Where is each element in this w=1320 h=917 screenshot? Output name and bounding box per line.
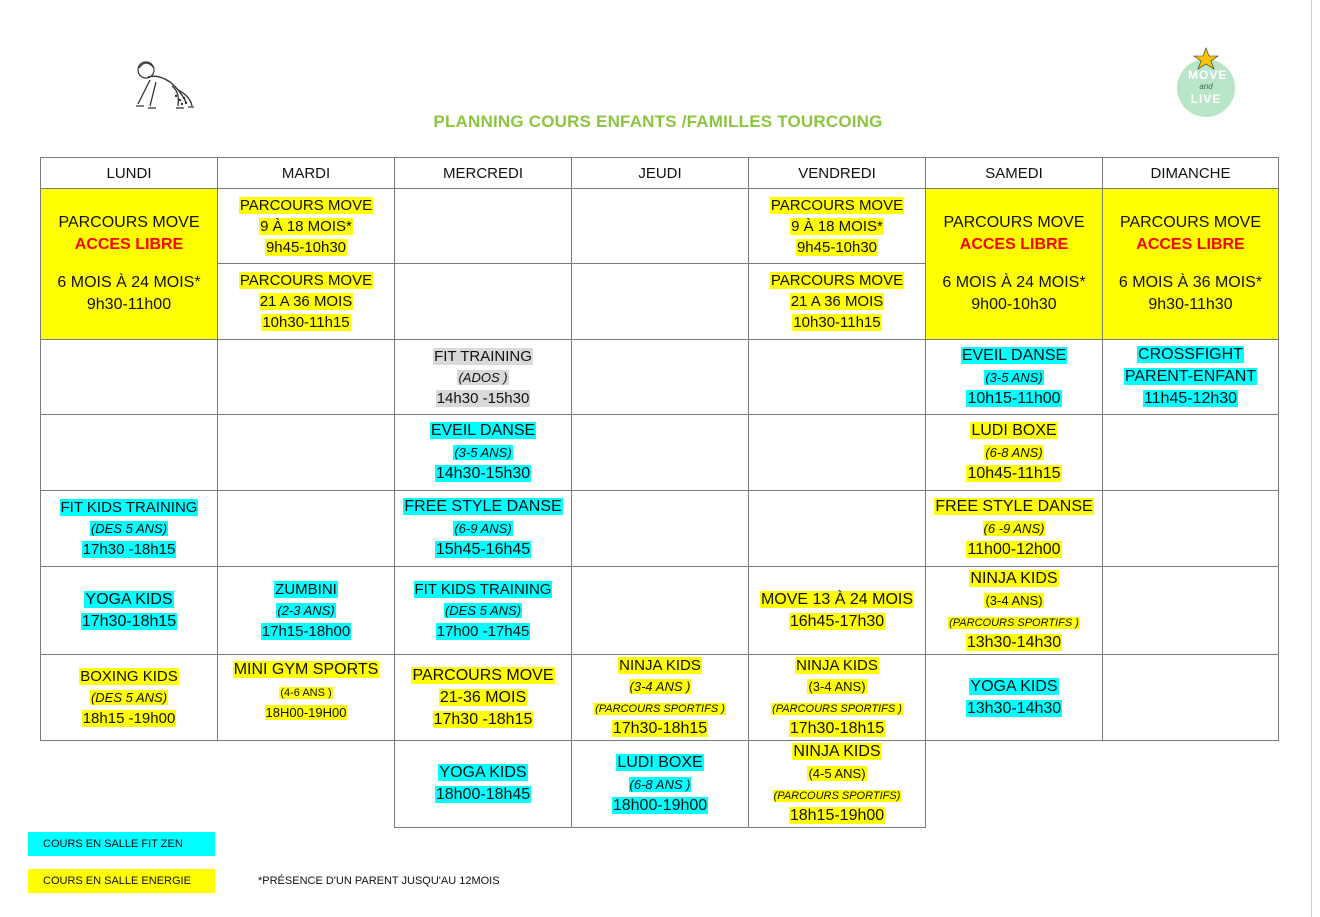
class-cell-mercredi-free-style-danse — [395, 491, 572, 567]
class-title: YOGA KIDS — [85, 590, 173, 608]
class-time: 14h30 -15h30 — [436, 389, 530, 407]
class-time: 17h00 -17h45 — [436, 623, 530, 640]
page-title: PLANNING COURS ENFANTS /FAMILLES TOURCOING — [433, 112, 883, 131]
schedule-row — [41, 189, 1279, 264]
class-time: 11h45-12h30 — [1143, 390, 1238, 407]
empty-cell — [1103, 567, 1279, 655]
class-cell-mercredi-parcours-move — [395, 655, 572, 741]
class-age: (3-5 ANS) — [985, 369, 1043, 385]
class-cell-lundi-fit-kids-training — [41, 491, 218, 567]
class-time: 9h30-11h30 — [1148, 296, 1233, 313]
empty-cell — [395, 189, 572, 264]
access-badge: ACCES LIBRE — [74, 236, 184, 253]
empty-cell — [749, 340, 926, 415]
class-cell-samedi-ninja-kids — [926, 567, 1103, 655]
class-age: (6-8 ANS) — [985, 445, 1043, 460]
class-time: 9h00-10h30 — [971, 296, 1057, 313]
class-time: 15h45-16h45 — [435, 541, 531, 558]
class-time: 10h30-11h15 — [262, 314, 350, 331]
day-header-mardi: MARDI — [218, 158, 395, 189]
class-age: (4-6 ANS ) — [280, 687, 332, 699]
class-title: MINI GYM SPORTS — [233, 661, 379, 678]
class-cell-lundi-yoga-kids — [41, 567, 218, 655]
class-age: (4-5 ANS) — [808, 766, 866, 781]
class-title: ZUMBINI — [275, 581, 337, 598]
class-time: 11h00-12h00 — [967, 541, 1061, 558]
class-note: (PARCOURS SPORTIFS) — [773, 790, 901, 802]
schedule-row — [41, 415, 1279, 491]
class-time: 17h30-18h15 — [789, 720, 885, 737]
blank-area — [218, 741, 395, 828]
class-title: PARCOURS MOVE — [943, 214, 1085, 231]
class-age: 21 A 36 MOIS — [790, 293, 884, 310]
class-time: 18h15 -19h00 — [82, 710, 176, 727]
blank-area — [1103, 741, 1279, 828]
empty-cell — [1103, 491, 1279, 567]
class-title: PARCOURS MOVE — [770, 272, 904, 289]
class-cell-jeudi-ninja-kids — [572, 655, 749, 741]
class-age: 21 A 36 MOIS — [259, 293, 353, 310]
class-time: 18h00-19h00 — [612, 796, 708, 814]
empty-cell — [749, 491, 926, 567]
class-cell-mardi-parcours-move-21-36 — [218, 264, 395, 340]
class-age: (ADOS ) — [458, 369, 508, 385]
class-cell-mercredi-fit-kids-training — [395, 567, 572, 655]
class-age: (DES 5 ANS) — [90, 690, 168, 705]
class-age: 21-36 MOIS — [439, 688, 527, 706]
class-cell-samedi-yoga-kids — [926, 655, 1103, 741]
class-title: NINJA KIDS — [619, 657, 701, 674]
class-title: PARCOURS MOVE — [770, 196, 904, 214]
class-time: 10h45-11h15 — [967, 465, 1061, 482]
class-cell-mardi-zumbini — [218, 567, 395, 655]
class-note: (PARCOURS SPORTIFS ) — [595, 703, 725, 715]
class-title: NINJA KIDS — [793, 743, 881, 760]
class-time: 14h30-15h30 — [435, 465, 531, 482]
class-time: 17h15-18h00 — [261, 623, 351, 640]
class-age: (3-4 ANS) — [808, 679, 866, 694]
footnote: *PRÉSENCE D'UN PARENT JUSQU'AU 12MOIS — [258, 875, 500, 887]
class-title: EVEIL DANSE — [961, 346, 1067, 364]
class-time: 18h15-19h00 — [789, 807, 885, 824]
day-header-row — [41, 158, 1279, 189]
empty-cell — [41, 415, 218, 491]
class-title: LUDI BOXE — [617, 753, 703, 771]
class-title: BOXING KIDS — [80, 668, 178, 685]
child-crawling-illustration — [128, 56, 196, 114]
class-time: 17h30 -18h15 — [433, 710, 533, 728]
schedule-table — [40, 157, 1279, 828]
class-cell-mercredi-fit-training — [395, 340, 572, 415]
class-time: 9h45-10h30 — [796, 238, 878, 256]
class-title: CROSSFIGHT — [1138, 346, 1243, 363]
class-title: NINJA KIDS — [796, 657, 878, 674]
class-title: LUDI BOXE — [971, 422, 1057, 439]
schedule-row — [41, 340, 1279, 415]
schedule-row — [41, 655, 1279, 741]
class-title: NINJA KIDS — [970, 569, 1058, 587]
class-cell-lundi-parcours-move — [41, 189, 218, 340]
class-age: (6 -9 ANS) — [983, 521, 1045, 536]
blank-area — [926, 741, 1103, 828]
class-cell-vendredi-move-13-24 — [749, 567, 926, 655]
empty-cell — [218, 491, 395, 567]
schedule-row — [41, 491, 1279, 567]
class-time: 17h30 -18h15 — [82, 541, 176, 558]
empty-cell — [1103, 415, 1279, 491]
class-title: YOGA KIDS — [970, 677, 1058, 695]
empty-cell — [749, 415, 926, 491]
empty-cell — [572, 340, 749, 415]
logo-word-move: MOVE — [1188, 68, 1228, 82]
class-title: MOVE 13 À 24 MOIS — [760, 590, 914, 608]
day-header-jeudi: JEUDI — [572, 158, 749, 189]
class-title: FREE STYLE DANSE — [935, 498, 1093, 515]
class-cell-samedi-ludi-boxe — [926, 415, 1103, 491]
day-header-samedi: SAMEDI — [926, 158, 1103, 189]
blank-area — [41, 741, 218, 828]
class-cell-vendredi-parcours-move-9-18 — [749, 189, 926, 264]
access-badge: ACCES LIBRE — [1136, 236, 1245, 253]
class-title: PARCOURS MOVE — [412, 666, 554, 684]
class-age: (DES 5 ANS) — [444, 603, 522, 618]
empty-cell — [572, 264, 749, 340]
class-time: 10h15-11h00 — [967, 389, 1061, 407]
class-age: (3-4 ANS) — [985, 592, 1043, 608]
access-badge: ACCES LIBRE — [959, 236, 1069, 253]
legend-fit-zen: COURS EN SALLE FIT ZEN — [28, 832, 215, 856]
class-time: 17h30-18h15 — [612, 720, 708, 737]
class-cell-mardi-parcours-move-9-18 — [218, 189, 395, 264]
class-age: (2-3 ANS) — [277, 603, 335, 618]
class-age: (6-9 ANS) — [454, 521, 512, 536]
empty-cell — [1103, 655, 1279, 741]
class-note: (PARCOURS SPORTIFS ) — [949, 616, 1079, 629]
class-time: 9h30-11h00 — [86, 296, 172, 313]
class-age: (3-5 ANS) — [454, 445, 512, 460]
empty-cell — [395, 264, 572, 340]
day-header-mercredi: MERCREDI — [395, 158, 572, 189]
class-age: 6 MOIS À 24 MOIS* — [57, 274, 201, 291]
class-cell-dimanche-parcours-move — [1103, 189, 1279, 340]
class-cell-mardi-mini-gym-sports — [218, 655, 395, 741]
empty-cell — [572, 567, 749, 655]
class-title: PARCOURS MOVE — [239, 272, 373, 289]
class-cell-vendredi-parcours-move-21-36 — [749, 264, 926, 340]
empty-cell — [572, 189, 749, 264]
logo-word-live: LIVE — [1190, 92, 1222, 106]
legend-energie: COURS EN SALLE ENERGIE — [28, 869, 215, 893]
class-age: 6 MOIS À 36 MOIS* — [1118, 274, 1263, 291]
day-header-vendredi: VENDREDI — [749, 158, 926, 189]
class-cell-samedi-parcours-move — [926, 189, 1103, 340]
class-time: 16h45-17h30 — [789, 612, 885, 630]
class-cell-samedi-free-style-danse — [926, 491, 1103, 567]
schedule-row — [41, 567, 1279, 655]
class-age: 9 À 18 MOIS* — [260, 217, 352, 235]
class-cell-samedi-eveil-danse — [926, 340, 1103, 415]
class-cell-mercredi-eveil-danse — [395, 415, 572, 491]
day-header-dimanche: DIMANCHE — [1103, 158, 1279, 189]
class-title: PARCOURS MOVE — [58, 214, 200, 231]
class-time: 9h45-10h30 — [265, 238, 347, 256]
schedule-row — [41, 741, 1279, 828]
class-age: (3-4 ANS ) — [629, 679, 691, 694]
class-age: 9 À 18 MOIS* — [791, 217, 883, 235]
class-time: 10h30-11h15 — [793, 314, 881, 331]
class-time: 18h00-18h45 — [435, 786, 531, 803]
class-cell-jeudi-ludi-boxe — [572, 741, 749, 828]
empty-cell — [218, 415, 395, 491]
class-note: (PARCOURS SPORTIFS ) — [772, 703, 902, 715]
empty-cell — [572, 491, 749, 567]
empty-cell — [572, 415, 749, 491]
logo-word-and: and — [1199, 82, 1213, 91]
move-and-live-logo — [1166, 44, 1246, 124]
class-time: 18H00-19H00 — [265, 705, 347, 720]
class-time: 13h30-14h30 — [966, 699, 1062, 717]
class-time: 17h30-18h15 — [81, 612, 177, 630]
class-title: FREE STYLE DANSE — [404, 498, 562, 515]
page-edge — [1311, 0, 1312, 917]
class-title: YOGA KIDS — [439, 764, 527, 781]
empty-cell — [41, 340, 218, 415]
class-cell-lundi-boxing-kids — [41, 655, 218, 741]
class-cell-mercredi-yoga-kids — [395, 741, 572, 828]
class-title: FIT KIDS TRAINING — [414, 581, 552, 598]
class-title: FIT KIDS TRAINING — [60, 499, 198, 516]
class-cell-dimanche-crossfight — [1103, 340, 1279, 415]
empty-cell — [218, 340, 395, 415]
class-title: FIT TRAINING — [434, 347, 532, 365]
class-cell-vendredi-ninja-kids — [749, 655, 926, 741]
class-title: EVEIL DANSE — [430, 422, 536, 439]
class-title: PARCOURS MOVE — [1119, 214, 1262, 231]
class-age: (6-8 ANS ) — [629, 776, 691, 792]
class-age: (DES 5 ANS) — [90, 521, 168, 536]
class-subtitle: PARENT-ENFANT — [1124, 368, 1257, 385]
class-age: 6 MOIS À 24 MOIS* — [942, 274, 1086, 291]
class-cell-vendredi-ninja-kids-4-5 — [749, 741, 926, 828]
class-time: 13h30-14h30 — [966, 633, 1062, 651]
class-title: PARCOURS MOVE — [239, 196, 373, 214]
day-header-lundi: LUNDI — [41, 158, 218, 189]
